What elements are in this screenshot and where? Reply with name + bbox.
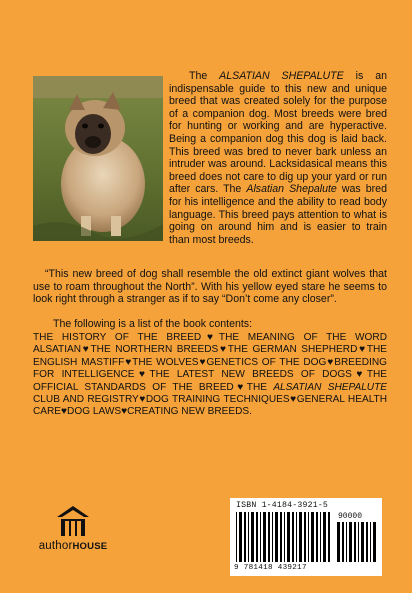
heart-separator-icon: ♥ [138, 394, 146, 406]
contents-item: THE HISTORY OF THE BREED [33, 332, 202, 343]
contents-list [33, 332, 387, 419]
publisher-name-part: HOUSE [72, 541, 108, 552]
contents-item: THE LATEST NEW BREEDS OF DOGS [149, 369, 352, 381]
barcode-bar [361, 522, 364, 562]
barcode-bar [370, 522, 371, 562]
barcode-bar [260, 512, 261, 562]
barcode-bar [328, 512, 330, 562]
publisher-name-part: author [38, 540, 73, 552]
barcode-digits: 9 781418 439217 [234, 564, 307, 572]
barcode-bar [239, 512, 242, 562]
barcode-bar [292, 512, 294, 562]
heart-separator-icon: ♥ [357, 344, 367, 356]
barcode-bar [342, 522, 344, 562]
barcode-bar [287, 512, 290, 562]
contents-item: THE GERMAN SHEPHERD [227, 344, 358, 356]
heart-separator-icon: ♥ [61, 406, 68, 418]
contents-item: THE WOLVES [132, 356, 199, 368]
intro-segment: is an indispensable guide to this new and unique breed that was created solely for the purpose of a companion dog. Most breeds were bred for hunting or working and are hyperactive. Being a companion dog this dog is laid back. This breed was bred to never bark unless an intruder was around. Lacksidasical means this breed does not care to dig up your yard or run after cars. The [169, 70, 387, 196]
heart-separator-icon: ♥ [326, 356, 335, 368]
barcode-bar [337, 522, 340, 562]
heart-separator-icon: ♥ [201, 332, 219, 343]
price-barcode-bars [337, 522, 377, 562]
barcode-bar [358, 522, 359, 562]
contents-item: THE MEANING OF THE WORD ALSATIAN [33, 332, 387, 356]
contents-item: DOG TRAINING TECHNIQUES [145, 394, 290, 406]
intro-segment: was bred for his intelligence and the ability to read body language. This breed pays attention to what is going on around him and is easier to train than most breeds. [169, 183, 387, 246]
contents-item: DOG LAWS [67, 406, 122, 418]
heart-separator-icon: ♥ [289, 394, 297, 406]
contents-item: THE OFFICIAL STANDARDS OF THE BREED [33, 369, 387, 393]
contents-item: GENETICS OF THE DOG [206, 356, 327, 368]
isbn-label: ISBN 1-4184-3921-5 [236, 501, 329, 510]
barcode-bar [284, 512, 285, 562]
heart-separator-icon: ♥ [121, 406, 128, 418]
contents-item: THE NORTHERN BREEDS [90, 344, 219, 356]
barcode-bar [251, 512, 254, 562]
contents-item: GENERAL HEALTH CARE [33, 394, 388, 418]
barcode-bar [354, 522, 356, 562]
barcode-bar [323, 512, 326, 562]
barcode-bar [256, 512, 258, 562]
dog-photo [33, 76, 163, 241]
contents-item: BREEDING FOR INTELLIGENCE [33, 356, 387, 381]
barcode-bar [304, 512, 306, 562]
barcode-bar [373, 522, 376, 562]
barcode-bar [316, 512, 318, 562]
barcode-bar [346, 522, 347, 562]
price-code: 90000 [338, 512, 363, 521]
barcode-bars [236, 512, 334, 562]
heart-separator-icon: ♥ [124, 356, 133, 368]
barcode-bar [308, 512, 309, 562]
barcode [230, 498, 382, 576]
house-icon [56, 505, 90, 537]
barcode-bar [366, 522, 368, 562]
title-italic: ALSATIAN SHEPALUTE [219, 70, 344, 82]
quote-block [33, 268, 387, 306]
barcode-bar [272, 512, 273, 562]
contents-intro: The following is a list of the book contents: [53, 318, 253, 330]
barcode-bar [280, 512, 282, 562]
heart-separator-icon: ♥ [218, 344, 228, 356]
contents-item: CREATING NEW BREEDS. [127, 406, 252, 418]
heart-separator-icon: ♥ [233, 381, 247, 393]
barcode-bar [296, 512, 297, 562]
quote-text: “This new breed of dog shall resemble the old extinct giant wolves that use to roam throughout the North”. With his yellow eyed stare he seems to look right through a stranger as if to say “Don’t come any closer”. [33, 268, 387, 306]
intro-segment: The [189, 70, 220, 82]
intro-text [169, 70, 387, 246]
heart-separator-icon: ♥ [198, 356, 207, 368]
barcode-bar [299, 512, 302, 562]
heart-separator-icon: ♥ [351, 369, 367, 381]
heart-separator-icon: ♥ [81, 344, 91, 356]
barcode-bar [320, 512, 321, 562]
breed-name-italic: Alsatian Shepalute [246, 183, 337, 196]
barcode-bar [349, 522, 352, 562]
barcode-bar [275, 512, 278, 562]
barcode-bar [248, 512, 249, 562]
intro-paragraph [169, 70, 387, 246]
publisher-logo [38, 505, 108, 575]
barcode-bar [244, 512, 246, 562]
barcode-bar [311, 512, 314, 562]
contents-item: THE ENGLISH MASTIFF [33, 344, 388, 368]
contents-item: THE ALSATIAN SHEPALUTE CLUB AND REGISTRY [33, 381, 387, 406]
publisher-name [38, 540, 108, 552]
barcode-bar [236, 512, 237, 562]
barcode-bar [263, 512, 266, 562]
barcode-bar [268, 512, 270, 562]
heart-separator-icon: ♥ [134, 369, 150, 381]
